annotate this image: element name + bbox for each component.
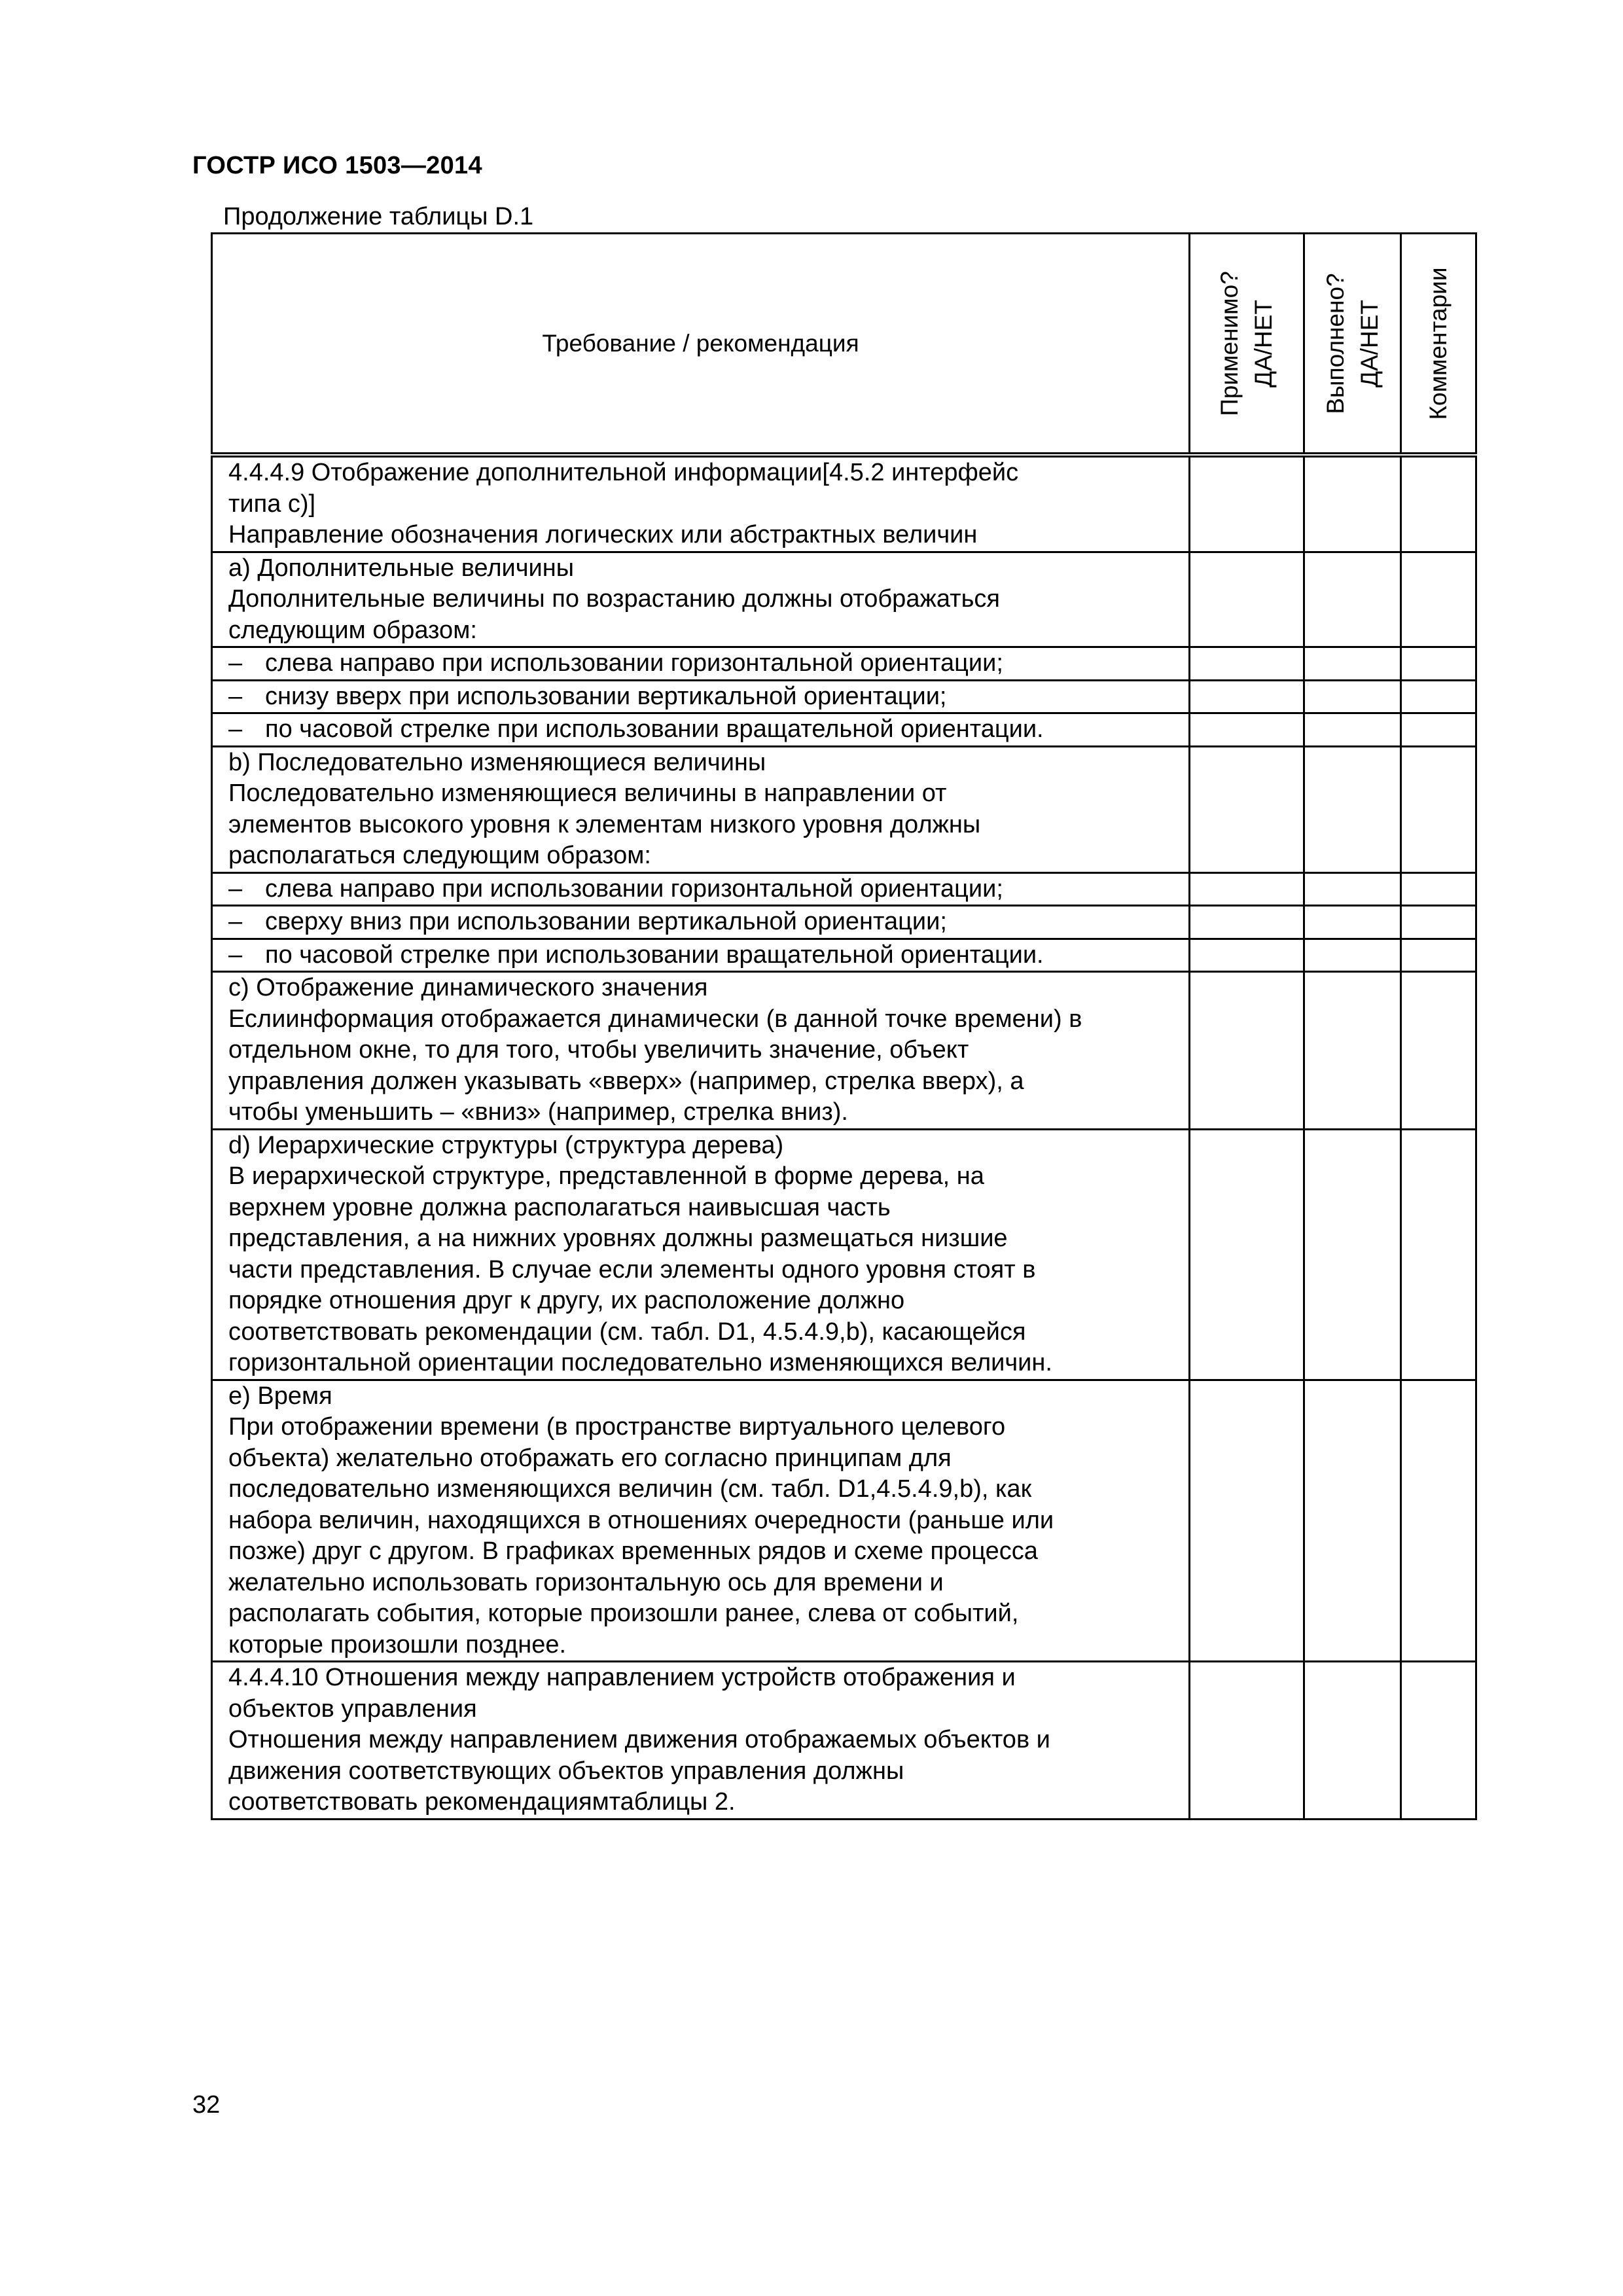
done-yes-no: ДА/НЕТ (1355, 299, 1383, 387)
page-number: 32 (192, 2091, 221, 2119)
done-cell (1304, 647, 1401, 681)
table-row (212, 1129, 1476, 1380)
done-cell (1304, 872, 1401, 906)
table-row (212, 680, 1476, 713)
requirement-cell (212, 1380, 1190, 1662)
requirement-line: соответствовать рекомендации (см. табл. D1, 4.5.4.9,b), касающейся (228, 1318, 1026, 1346)
done-cell (1304, 939, 1401, 972)
requirement-line: Дополнительные величины по возрастанию должны отображаться (228, 585, 1000, 613)
requirement-line: части представления. В случае если элементы одного уровня стоят в (228, 1255, 1036, 1283)
requirement-cell (212, 1662, 1190, 1820)
applicable-label: Применимо? (1216, 270, 1243, 416)
column-header-done (1304, 234, 1401, 456)
requirement-line: b) Последовательно изменяющиеся величины (228, 748, 766, 776)
applicable-cell (1190, 552, 1304, 647)
list-dash: – (228, 874, 243, 903)
requirement-line: движения соответствующих объектов управления должны (228, 1757, 904, 1785)
table-body (212, 455, 1476, 1819)
applicable-cell (1190, 647, 1304, 681)
list-dash: – (228, 715, 243, 743)
requirement-cell (212, 680, 1190, 713)
comments-cell (1401, 647, 1476, 681)
requirement-line: d) Иерархические структуры (структура дерева) (228, 1131, 784, 1159)
requirement-line: горизонтальной ориентации последовательно изменяющихся величин. (228, 1349, 1052, 1376)
list-dash: – (228, 649, 243, 677)
requirement-cell (212, 552, 1190, 647)
requirement-line: последовательно изменяющихся величин (см. табл. D1,4.5.4.9,b), как (228, 1475, 1032, 1503)
comments-cell (1401, 552, 1476, 647)
table-row (212, 972, 1476, 1130)
requirement-line: отдельном окне, то для того, чтобы увеличить значение, объект (228, 1036, 969, 1064)
list-item-text: по часовой стрелке при использовании вращательной ориентации. (265, 715, 1044, 743)
requirement-cell (212, 972, 1190, 1130)
requirement-line: следующим образом: (228, 616, 477, 644)
applicable-yes-no: ДА/НЕТ (1250, 299, 1277, 387)
done-cell (1304, 713, 1401, 747)
comments-cell (1401, 680, 1476, 713)
table-row (212, 552, 1476, 647)
comments-cell (1401, 1380, 1476, 1662)
done-cell (1304, 1662, 1401, 1820)
requirement-line (228, 906, 1182, 938)
list-item-text: сверху вниз при использовании вертикальной ориентации; (265, 908, 947, 935)
done-cell (1304, 1129, 1401, 1380)
applicable-cell (1190, 872, 1304, 906)
done-cell (1304, 1380, 1401, 1662)
requirement-line (228, 874, 1182, 905)
requirement-line (228, 714, 1182, 745)
requirement-line: Направление обозначения логических или абстрактных величин (228, 521, 978, 548)
table-row (212, 455, 1476, 552)
requirement-cell (212, 455, 1190, 552)
comments-cell (1401, 1662, 1476, 1820)
table-row (212, 906, 1476, 939)
comments-cell (1401, 1129, 1476, 1380)
requirement-line: Отношения между направлением движения отображаемых объектов и (228, 1726, 1050, 1753)
requirement-cell (212, 939, 1190, 972)
applicable-cell (1190, 1380, 1304, 1662)
requirement-cell (212, 647, 1190, 681)
done-cell (1304, 972, 1401, 1130)
requirement-line: которые произошли позднее. (228, 1630, 567, 1659)
applicable-cell (1190, 455, 1304, 552)
column-header-applicable (1190, 234, 1304, 456)
list-item-text: снизу вверх при использовании вертикальной ориентации; (265, 682, 947, 710)
requirement-cell (212, 906, 1190, 939)
table-row (212, 713, 1476, 747)
requirement-line: располагаться следующим образом: (228, 842, 651, 869)
done-label: Выполнено? (1321, 272, 1349, 414)
requirement-line: соответствовать рекомендациямтаблицы 2. (228, 1788, 736, 1816)
requirement-cell (212, 1129, 1190, 1380)
done-cell (1304, 746, 1401, 872)
table-row (212, 1380, 1476, 1662)
table-row (212, 647, 1476, 681)
requirement-cell (212, 872, 1190, 906)
requirements-table (211, 232, 1477, 1820)
requirement-cell (212, 746, 1190, 872)
applicable-cell (1190, 972, 1304, 1130)
requirement-line (228, 940, 1182, 971)
applicable-cell (1190, 713, 1304, 747)
done-cell (1304, 455, 1401, 552)
requirement-line: управления должен указывать «вверх» (например, стрелка вверх), а (228, 1067, 1024, 1095)
table-caption: Продолжение таблицы D.1 (223, 203, 534, 230)
list-dash: – (228, 682, 243, 710)
requirement-line: В иерархической структуре, представленной в форме дерева, на (228, 1162, 984, 1190)
document-id: ГОСТР ИСО 1503—2014 (192, 152, 482, 179)
requirement-line: желательно использовать горизонтальную ось для времени и (228, 1568, 944, 1596)
requirement-line: чтобы уменьшить – «вниз» (например, стрелка вниз). (228, 1098, 848, 1126)
requirement-line: располагать события, которые произошли ранее, слева от событий, (228, 1600, 1019, 1627)
comments-cell (1401, 713, 1476, 747)
done-cell (1304, 552, 1401, 647)
comments-cell (1401, 972, 1476, 1130)
done-cell (1304, 906, 1401, 939)
requirement-line: Последовательно изменяющиеся величины в направлении от (228, 780, 947, 807)
list-item-text: слева направо при использовании горизонтальной ориентации; (265, 649, 1003, 677)
column-header-requirement: Требование / рекомендация (212, 234, 1190, 456)
comments-cell (1401, 906, 1476, 939)
comments-cell (1401, 872, 1476, 906)
requirement-line: c) Отображение динамического значения (228, 974, 708, 1001)
applicable-cell (1190, 906, 1304, 939)
requirement-line (228, 681, 1182, 713)
requirement-line: позже) друг с другом. В графиках временных рядов и схеме процесса (228, 1537, 1038, 1565)
requirement-line: a) Дополнительные величины (228, 554, 575, 582)
list-item-text: слева направо при использовании горизонтальной ориентации; (265, 874, 1003, 903)
comments-cell (1401, 746, 1476, 872)
requirement-line: типа с)] (228, 490, 316, 518)
requirement-cell (212, 713, 1190, 747)
done-cell (1304, 680, 1401, 713)
applicable-cell (1190, 1129, 1304, 1380)
requirement-line: e) Время (228, 1382, 332, 1410)
applicable-cell (1190, 680, 1304, 713)
requirement-line: верхнем уровне должна располагаться наивысшая часть (228, 1193, 891, 1221)
table-row (212, 939, 1476, 972)
applicable-cell (1190, 939, 1304, 972)
requirement-line: объекта) желательно отображать его согласно принципам для (228, 1444, 952, 1472)
list-item-text: по часовой стрелке при использовании вращательной ориентации. (265, 941, 1044, 969)
requirement-line: представления, а на нижних уровнях должны размещаться низшие (228, 1225, 1008, 1252)
requirement-line: При отображении времени (в пространстве виртуального целевого (228, 1413, 1006, 1441)
requirement-line: Еслиинформация отображается динамически (в данной точке времени) в (228, 1005, 1082, 1033)
requirement-line: набора величин, находящихся в отношениях очередности (раньше или (228, 1506, 1054, 1534)
requirement-line (228, 648, 1182, 679)
list-dash: – (228, 908, 243, 935)
requirement-line: объектов управления (228, 1695, 477, 1723)
table-header (212, 234, 1476, 456)
table-row (212, 1662, 1476, 1820)
table-row (212, 872, 1476, 906)
comments-label: Комментарии (1425, 266, 1452, 420)
comments-cell (1401, 455, 1476, 552)
requirement-line: 4.4.4.10 Отношения между направлением устройств отображения и (228, 1664, 1016, 1691)
table-row (212, 746, 1476, 872)
comments-cell (1401, 939, 1476, 972)
requirement-line: элементов высокого уровня к элементам низкого уровня должны (228, 810, 981, 838)
list-dash: – (228, 941, 243, 969)
applicable-cell (1190, 1662, 1304, 1820)
applicable-cell (1190, 746, 1304, 872)
requirement-line: порядке отношения друг к другу, их расположение должно (228, 1287, 905, 1314)
requirement-line: 4.4.4.9 Отображение дополнительной информации[4.5.2 интерфейс (228, 459, 1019, 486)
column-header-comments (1401, 234, 1476, 456)
